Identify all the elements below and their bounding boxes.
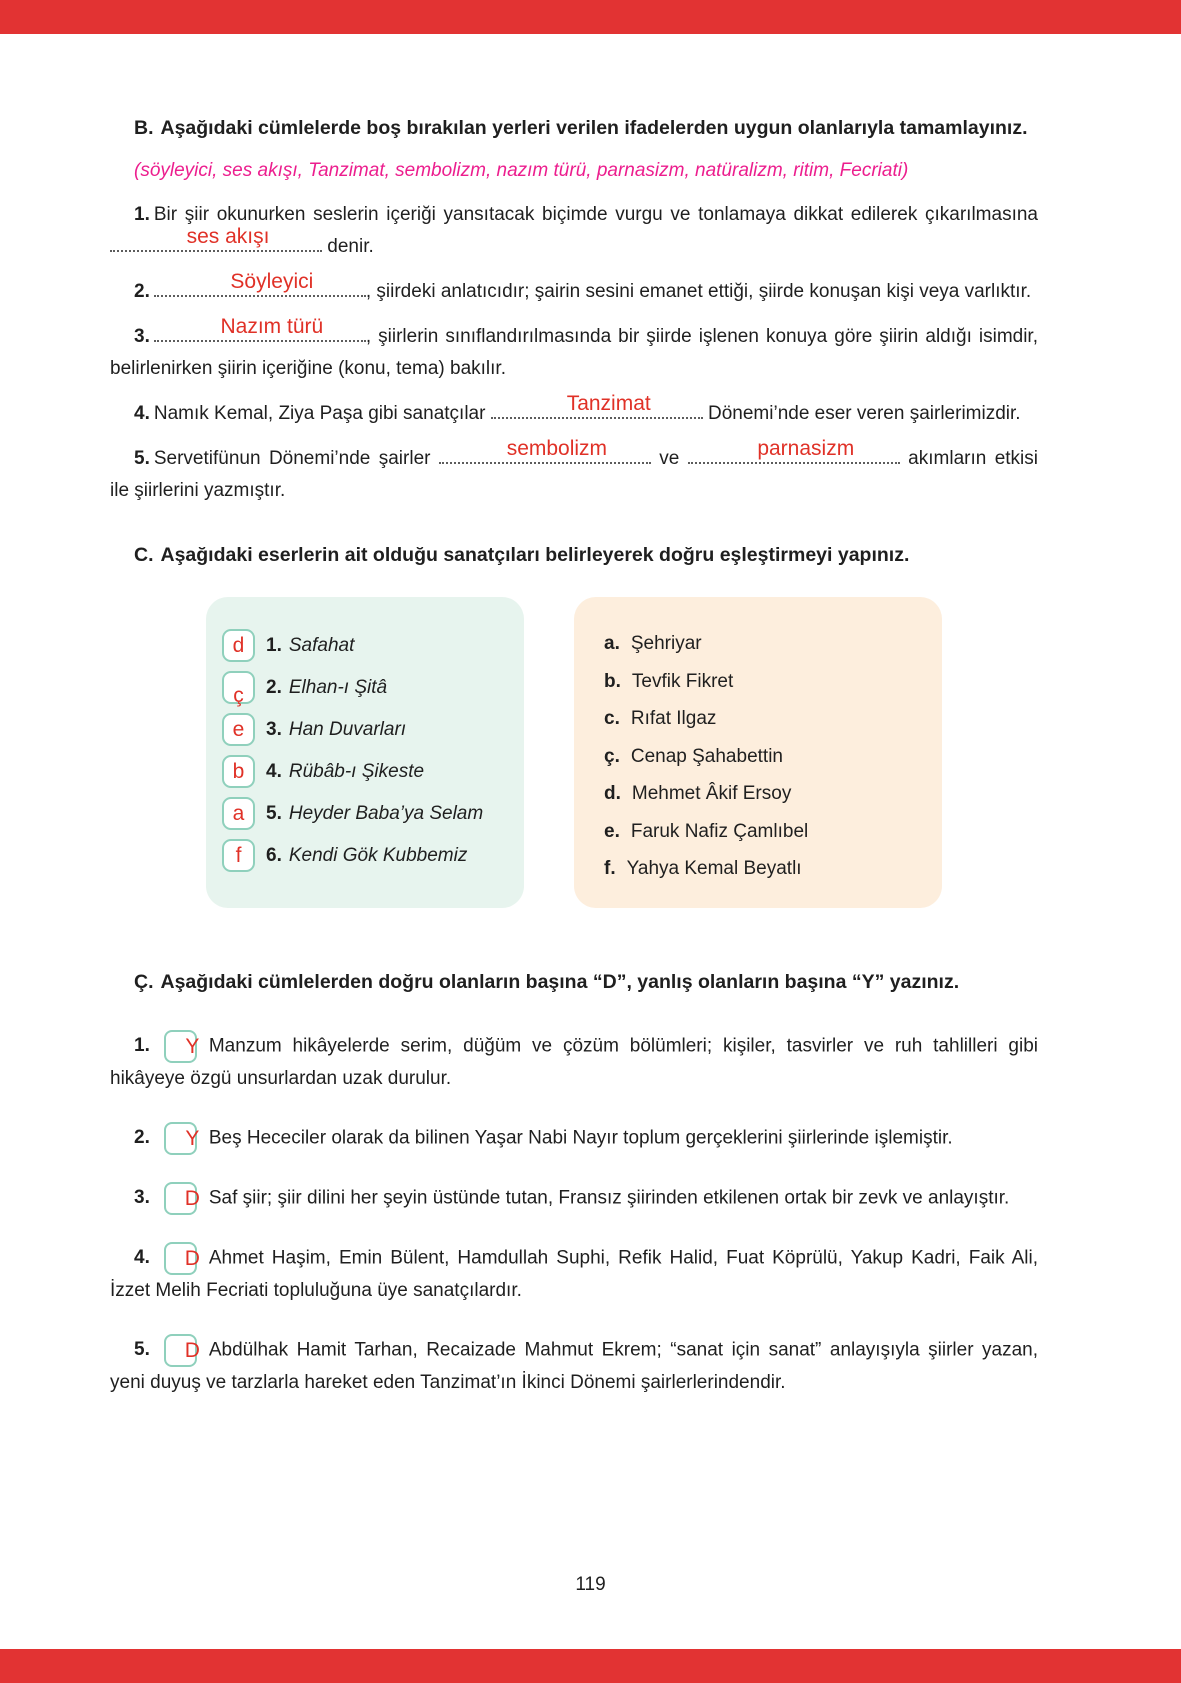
true-false-item-2 <box>110 1122 1038 1155</box>
handwritten-letter: ç <box>233 684 244 707</box>
handwritten-letter: D <box>184 1186 200 1210</box>
item-number: 1. <box>134 1035 150 1057</box>
item-number: 4. <box>134 1247 150 1269</box>
item-text-before: Namık Kemal, Ziya Paşa gibi sanatçılar <box>153 403 486 424</box>
author-letter: d. <box>604 783 621 804</box>
answer-box <box>164 1030 200 1063</box>
work-title: Rübâb-ı Şikeste <box>288 760 425 782</box>
author-name: Yahya Kemal Beyatlı <box>626 858 802 879</box>
true-false-item-5 <box>110 1334 1038 1399</box>
handwritten-letter: d <box>232 634 245 657</box>
author-letter: c. <box>604 708 620 729</box>
author-name: Mehmet Âkif Ersoy <box>631 783 792 804</box>
section-c-heading <box>110 539 1038 571</box>
handwritten-letter: D <box>184 1246 200 1270</box>
work-title: Safahat <box>288 634 355 656</box>
true-false-item-4 <box>110 1242 1038 1307</box>
answer-chip <box>222 755 255 788</box>
bottom-red-bar <box>0 1649 1181 1683</box>
author-letter: f. <box>604 858 616 879</box>
handwritten-letter: Y <box>185 1126 200 1150</box>
author-name: Faruk Nafiz Çamlıbel <box>630 820 809 842</box>
handwritten-answer: ses akışı <box>186 225 270 248</box>
item-text: Beş Hececiler olarak da bilinen Yaşar Nabi Nayır toplum gerçeklerini şiirlerinde işlemiştir. <box>208 1127 953 1149</box>
work-row <box>222 797 510 830</box>
item-number: 3. <box>134 1187 150 1209</box>
answer-chip <box>222 839 255 872</box>
answer-box <box>164 1334 200 1367</box>
work-row <box>222 629 510 662</box>
works-box <box>206 597 524 908</box>
author-row <box>604 813 924 851</box>
item-number: 2. <box>134 1127 150 1149</box>
section-b-label: B. <box>134 117 154 139</box>
handwritten-letter: Y <box>185 1034 200 1058</box>
author-name: Tevfik Fikret <box>631 670 734 692</box>
author-row <box>604 663 924 701</box>
work-title: Kendi Gök Kubbemiz <box>288 844 468 866</box>
true-false-item-1 <box>110 1030 1038 1095</box>
authors-box <box>574 597 942 908</box>
section-b-heading <box>110 112 1038 144</box>
answer-blank <box>154 315 366 342</box>
section-c2-heading-text: Aşağıdaki cümlelerden doğru olanların başına “D”, yanlış olanların başına “Y” yazınız. <box>160 970 960 993</box>
item-number: 2. <box>134 281 150 302</box>
answer-box <box>164 1182 200 1215</box>
answer-blank <box>154 270 366 297</box>
item-text: Manzum hikâyelerde serim, düğüm ve çözüm bölümleri; kişiler, tasvirler ve ruh tahlilleri gibi hikâyeye özgü unsurlardan uzak durulur. <box>110 1035 1038 1089</box>
handwritten-answer: Tanzimat <box>566 392 651 415</box>
work-number: 5. <box>266 802 282 824</box>
author-row <box>604 625 924 663</box>
handwritten-answer: parnasizm <box>757 437 855 460</box>
true-false-item-3 <box>110 1182 1038 1215</box>
work-number: 2. <box>266 676 282 698</box>
section-c-label: C. <box>134 544 154 566</box>
author-row <box>604 700 924 738</box>
author-row <box>604 738 924 776</box>
fill-item-3 <box>110 315 1038 385</box>
fill-item-2 <box>110 270 1038 308</box>
handwritten-answer: Nazım türü <box>220 315 324 338</box>
answer-blank <box>688 437 900 464</box>
section-c2-heading <box>110 966 1038 998</box>
item-text: Saf şiir; şiir dilini her şeyin üstünde tutan, Fransız şiirinden etkilenen ortak bir zevk ve anlayıştır. <box>208 1187 1010 1209</box>
author-letter: b. <box>604 670 621 692</box>
work-row <box>222 755 510 788</box>
section-c2-label: Ç. <box>134 970 154 993</box>
answer-blank <box>110 225 322 252</box>
fill-item-1 <box>110 199 1038 263</box>
handwritten-letter: a <box>232 802 245 825</box>
work-row <box>222 713 510 746</box>
work-row <box>222 671 510 707</box>
handwritten-answer: Söyleyici <box>230 270 314 293</box>
item-text: Ahmet Haşim, Emin Bülent, Hamdullah Suphi, Refik Halid, Fuat Köprülü, Yakup Kadri, Faik Ali, İzzet Melih Fecriati topluluğuna üye sanatçılardır. <box>110 1247 1038 1301</box>
work-title: Han Duvarları <box>288 718 407 740</box>
item-text-after: denir. <box>327 236 374 257</box>
work-title: Elhan-ı Şitâ <box>288 676 388 698</box>
answer-chip <box>222 713 255 746</box>
word-bank: (söyleyici, ses akışı, Tanzimat, sembolizm, nazım türü, parnasizm, natüralizm, ritim, Fecriati) <box>134 160 909 181</box>
fill-item-4 <box>110 392 1038 430</box>
item-text-after: akımların etkisi ile şiirlerini yazmıştır. <box>110 448 1038 501</box>
item-number: 1. <box>134 204 150 225</box>
item-number: 5. <box>134 448 150 469</box>
item-text: Abdülhak Hamit Tarhan, Recaizade Mahmut Ekrem; “sanat için sanat” anlayışıyla şiirler yazan, yeni duyuş ve tarzlarla hareket eden Tanzimat’ın İkinci Dönemi şairlerlerindendir. <box>110 1339 1038 1393</box>
author-row <box>604 775 924 813</box>
answer-box <box>164 1122 200 1155</box>
work-number: 4. <box>266 760 282 782</box>
answer-box <box>164 1242 200 1275</box>
author-name: Rıfat Ilgaz <box>630 708 717 729</box>
work-number: 6. <box>266 844 282 866</box>
item-text-after: , şiirdeki anlatıcıdır; şairin sesini emanet ettiği, şiirde konuşan kişi veya varlıktır. <box>365 281 1032 302</box>
work-number: 3. <box>266 718 282 740</box>
author-row <box>604 850 924 888</box>
item-number: 5. <box>134 1339 150 1361</box>
item-text-middle: ve <box>659 448 680 469</box>
page-number: 119 <box>575 1574 606 1595</box>
item-number: 3. <box>134 326 150 347</box>
answer-blank <box>439 437 651 464</box>
item-text-after: Dönemi’nde eser veren şairlerimizdir. <box>708 403 1021 424</box>
section-c-heading-text: Aşağıdaki eserlerin ait olduğu sanatçıları belirleyerek doğru eşleştirmeyi yapınız. <box>160 544 910 566</box>
item-number: 4. <box>134 403 150 424</box>
matching-exercise <box>206 597 1038 908</box>
author-name: Cenap Şahabettin <box>630 745 783 767</box>
work-row <box>222 839 510 872</box>
section-b-heading-text: Aşağıdaki cümlelerde boş bırakılan yerleri verilen ifadelerden uygun olanlarıyla tamamlayınız. <box>160 117 1028 139</box>
handwritten-letter: b <box>232 760 245 783</box>
handwritten-letter: e <box>232 718 245 741</box>
handwritten-answer: sembolizm <box>506 437 608 460</box>
item-text-before: Servetifünun Dönemi’nde şairler <box>153 448 431 469</box>
answer-chip <box>222 671 255 707</box>
work-title: Heyder Baba’ya Selam <box>288 802 484 824</box>
author-letter: e. <box>604 820 620 842</box>
answer-chip <box>222 797 255 830</box>
handwritten-letter: f <box>235 844 242 867</box>
author-letter: a. <box>604 633 620 654</box>
answer-chip <box>222 629 255 662</box>
item-text-before: Bir şiir okunurken seslerin içeriği yansıtacak biçimde vurgu ve tonlamaya dikkat edilerek çıkarılmasına <box>153 204 1038 225</box>
top-red-bar <box>0 0 1181 34</box>
author-name: Şehriyar <box>630 633 702 654</box>
fill-item-5 <box>110 437 1038 507</box>
answer-blank <box>491 392 703 419</box>
author-letter: ç. <box>604 745 620 767</box>
item-text-after: , şiirlerin sınıflandırılmasında bir şiirde işlenen konuya göre şiirin aldığı isimdir, belirlenirken şiirin içeriğine (konu, tema) bakılır. <box>110 326 1038 379</box>
handwritten-letter: D <box>184 1338 200 1362</box>
work-number: 1. <box>266 634 282 656</box>
